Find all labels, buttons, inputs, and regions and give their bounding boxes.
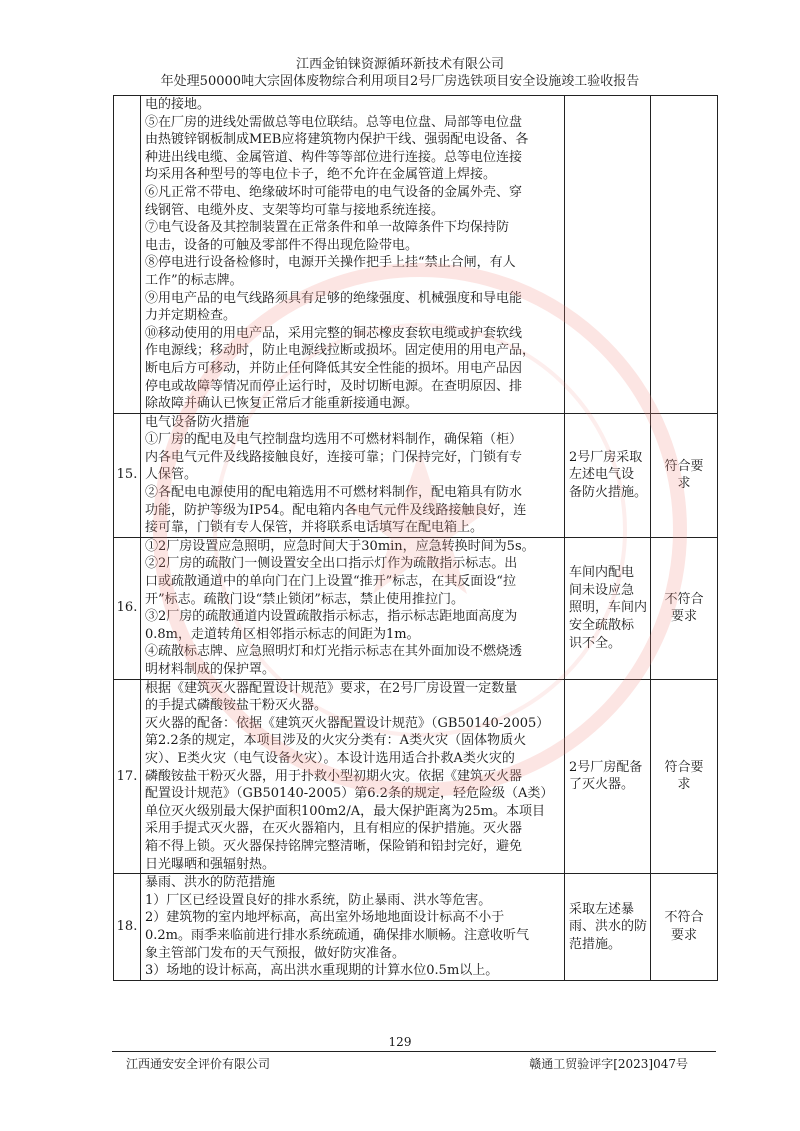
- measure-line: ①2厂房设置应急照明，应急时间大于30min，应急转换时间为5s。: [145, 538, 535, 554]
- measure-line: ②2厂房的疏散门一侧设置安全出口指示灯作为疏散指示标志。出: [145, 556, 518, 572]
- measure-line: 由热镀锌钢板制成MEB应将建筑物内保护干线、强弱配电设备、各: [145, 132, 529, 148]
- situation-line: 间未设应急: [569, 582, 635, 598]
- situation-line: 识不全。: [569, 635, 622, 651]
- table-row: [114, 96, 718, 414]
- result-line: 不符合: [664, 910, 704, 926]
- table-row: [114, 874, 718, 981]
- measure-line: 0.2m。雨季来临前进行排水系统疏通，确保排水顺畅。注意收听气: [145, 927, 530, 943]
- measure-line: 工作”的标志牌。: [145, 272, 243, 288]
- situation-line: 采取左述暴: [569, 901, 635, 917]
- measure-line: 的手提式磷酸铵盐干粉灭火器。: [145, 698, 328, 714]
- result-line: 求: [677, 777, 691, 793]
- situation-cell: [565, 96, 651, 414]
- situation-line: 雨、洪水的防: [569, 919, 648, 935]
- situation-line: 备防火措施。: [569, 485, 648, 501]
- result-line: 符合要: [664, 458, 704, 474]
- measure-line: 象主管部门发布的天气预报，做好防灾准备。: [145, 945, 406, 961]
- measure-line: ⑤在厂房的进线处需做总等电位联结。总等电位盘、局部等电位盘: [145, 114, 523, 130]
- situation-line: 安全疏散标: [569, 618, 635, 634]
- measure-line: ⑥凡正常不带电、绝缘破坏时可能带电的电气设备的金属外壳、穿: [145, 184, 523, 200]
- measure-line: 采用手提式灭火器，在灭火器箱内，且有相应的保护措施。灭火器: [145, 821, 523, 837]
- situation-line: 照明，车间内: [569, 600, 648, 616]
- measure-line: ⑦电气设备及其控制装置在正常条件和单一故障条件下均保持防: [145, 220, 510, 236]
- measure-line: ①厂房的配电及电气控制盘均选用不可燃材料制作，确保箱（柜）: [145, 432, 523, 448]
- result-line: 不符合: [664, 591, 704, 607]
- result-line: 要求: [670, 927, 697, 943]
- situation-cell: [565, 679, 651, 874]
- measure-line: ⑨用电产品的电气线路须具有足够的绝缘强度、机械强度和导电能: [145, 290, 523, 306]
- measure-line: 箱不得上锁。灭火器保持铭牌完整清晰，保险销和铅封完好，避免: [145, 838, 523, 854]
- measure-line: 除故障并确认已恢复正常后才能重新接通电源。: [145, 396, 419, 412]
- table-row: [114, 413, 718, 537]
- measure-line: ⑧停电进行设备检修时，电源开关操作把手上挂“禁止合闸，有人: [145, 255, 516, 271]
- result-line: 要求: [670, 609, 697, 625]
- measure-line: 电气设备防火措施: [145, 414, 250, 430]
- measure-line: 灾）、E类火灾（电气设备火灾）。本设计选用适合扑救A类火灾的: [145, 750, 515, 766]
- result-cell: [651, 537, 718, 679]
- measure-line: 暴雨、洪水的防范措施: [145, 875, 276, 891]
- measure-line: 力并定期检查。: [145, 308, 237, 324]
- measure-line: 人保管。: [145, 467, 198, 483]
- measure-content: [141, 679, 565, 874]
- situation-line: 2号厂房采取: [569, 449, 643, 465]
- measure-line: ④疏散标志牌、应急照明灯和灯光指示标志在其外面加设不燃烧透: [145, 644, 523, 660]
- measure-content: [141, 537, 565, 679]
- measure-line: 均采用各种型号的等电位卡子，绝不允许在金属管道上焊接。: [145, 167, 497, 183]
- measure-content: [141, 96, 565, 414]
- measure-line: 2）建筑物的室内地坪标高，高出室外场地地面设计标高不小于: [145, 910, 505, 926]
- measure-line: 种进出线电缆、金属管道、构件等等部位进行连接。总等电位连接: [145, 149, 523, 165]
- result-cell: [651, 413, 718, 537]
- situation-line: 了灭火器。: [569, 777, 635, 793]
- measures-table: [113, 95, 718, 981]
- situation-cell: [565, 537, 651, 679]
- measure-content: [141, 413, 565, 537]
- row-number: 18.: [114, 874, 141, 981]
- measure-line: 停电或故障等情况而停止运行时，及时切断电源。在查明原因、排: [145, 378, 523, 394]
- situation-line: 范措施。: [569, 936, 622, 952]
- measure-line: 电击，设备的可触及零部件不得出现危险带电。: [145, 237, 419, 253]
- result-line: 求: [677, 476, 691, 492]
- footer-report-code: 赣通工贸验评字[2023]047号: [529, 1057, 688, 1071]
- situation-line: 车间内配电: [569, 565, 635, 581]
- result-line: 符合要: [664, 759, 704, 775]
- measure-line: 3）场地的设计标高，高出洪水重现期的计算水位0.5m以上。: [145, 963, 499, 979]
- table-row: [114, 537, 718, 679]
- measure-line: ②各配电电源使用的配电箱选用不可燃材料制作，配电箱具有防水: [145, 485, 523, 501]
- row-number: 17.: [114, 679, 141, 874]
- row-number: [114, 96, 141, 414]
- measure-line: 根据《建筑灭火器配置设计规范》要求，在2号厂房设置一定数量: [145, 680, 518, 696]
- result-cell: [651, 874, 718, 981]
- measure-line: 灭火器的配备：依据《建筑灭火器配置设计规范》（GB50140-2005）: [145, 715, 550, 731]
- measure-line: ③2厂房的疏散通道内设置疏散指示标志，指示标志距地面高度为: [145, 609, 518, 625]
- row-number: 15.: [114, 413, 141, 537]
- measure-line: 明材料制成的保护罩。: [145, 662, 276, 677]
- situation-line: 左述电气设: [569, 467, 635, 483]
- measure-line: 单位灭火级别最大保护面积100m2/A，最大保护距离为25m。本项目: [145, 803, 546, 819]
- measure-line: 功能，防护等级为IP54。配电箱内各电气元件及线路接触良好，连: [145, 502, 527, 518]
- measure-line: 断电后方可移动，并防止任何降低其安全性能的损坏。用电产品因: [145, 360, 523, 376]
- row-number: 16.: [114, 537, 141, 679]
- footer-company: 江西通安安全评价有限公司: [126, 1057, 271, 1071]
- report-title-header: 年处理50000吨大宗固体废物综合利用项目2号厂房选铁项目安全设施竣工验收报告: [160, 74, 640, 89]
- measure-line: 第2.2条的规定，本项目涉及的火灾分类有：A类火灾（固体物质火: [145, 733, 527, 749]
- measure-line: 线钢管、电缆外皮、支架等均可靠与接地系统连接。: [145, 202, 445, 218]
- situation-line: 2号厂房配备: [569, 759, 643, 775]
- situation-cell: [565, 874, 651, 981]
- measure-line: 电的接地。: [145, 97, 211, 112]
- situation-cell: [565, 413, 651, 537]
- measure-content: [141, 874, 565, 981]
- page-number: 129: [388, 1035, 412, 1049]
- measure-line: ⑩移动使用的用电产品，采用完整的铜芯橡皮套软电缆或护套软线: [145, 325, 523, 341]
- measure-line: 磷酸铵盐干粉灭火器，用于扑救小型初期火灾。依据《建筑灭火器: [145, 768, 523, 784]
- table-row: [114, 679, 718, 874]
- company-header: 江西金铂铼资源循环新技术有限公司: [295, 57, 504, 72]
- footer-divider: [112, 1051, 716, 1052]
- measure-line: 1）厂区已经设置良好的排水系统，防止暴雨、洪水等危害。: [145, 892, 492, 908]
- measure-line: 内各电气元件及线路接触良好，连接可靠；门保持完好，门锁有专: [145, 449, 523, 465]
- measure-line: 日光曝晒和强辐射热。: [145, 856, 276, 872]
- result-cell: [651, 96, 718, 414]
- measure-line: 0.8m，走道转角区相邻指示标志的间距为1m。: [145, 626, 420, 642]
- measure-line: 口或疏散通道中的单向门在门上设置“推开”标志，在其反面设“拉: [145, 574, 516, 590]
- result-cell: [651, 679, 718, 874]
- measure-line: 开”标志。疏散门设“禁止锁闭”标志，禁止使用推拉门。: [145, 591, 464, 607]
- measure-line: 接可靠，门锁有专人保管，并将联系电话填写在配电箱上。: [145, 520, 484, 536]
- measure-line: 配置设计规范》（GB50140-2005）第6.2条的规定，轻危险级（A类）: [145, 786, 554, 802]
- measure-line: 作电源线；移动时，防止电源线拉断或损坏。固定使用的用电产品，: [145, 343, 536, 359]
